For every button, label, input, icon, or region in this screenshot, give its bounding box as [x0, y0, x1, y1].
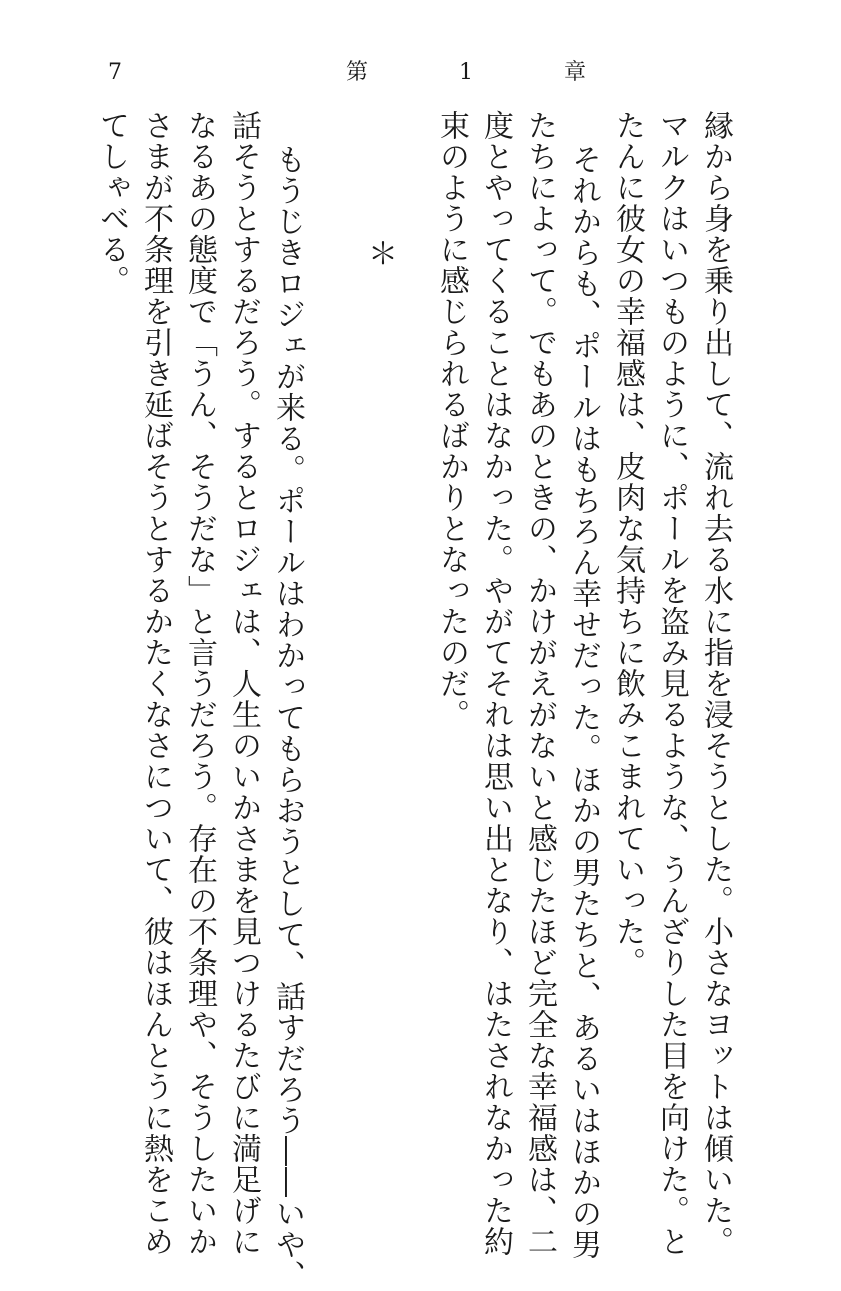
text-column: てしゃべる。	[94, 110, 129, 296]
scene-break-asterisk: ＊	[368, 237, 398, 272]
text-column: マルクはいつものように、ポールを盗み見るような、うんざりした目を向けた。と	[654, 110, 689, 1257]
text-column: なるあの態度で「うん、そうだな」と言うだろう。存在の不条理や、そうしたいか	[182, 110, 217, 1257]
text-column: 縁から身を乗り出して、流れ去る水に指を浸そうとした。小さなヨットは傾いた。	[698, 110, 733, 1257]
text-column: さまが不条理を引き延ばそうとするかたくなさについて、彼はほんとうに熱をこめ	[138, 110, 173, 1257]
text-column: それからも、ポールはもちろん幸せだった。ほかの男たちと、あるいはほかの男	[566, 144, 601, 1260]
text-column: もうじきロジェが来る。ポールはわかってもらおうとして、話すだろう――いや、	[270, 144, 305, 1291]
chapter-heading: 第 1 章	[346, 60, 628, 85]
text-column: たんに彼女の幸福感は、皮肉な気持ちに飲みこまれていった。	[610, 110, 645, 978]
text-column: 話そうとするだろう。するとロジェは、人生のいかさまを見つけるたびに満足げに	[226, 110, 261, 1257]
text-column: 束のように感じられるばかりとなったのだ。	[434, 110, 469, 730]
text-column: 度とやってくることはなかった。やがてそれは思い出となり、はたされなかった約	[478, 110, 513, 1257]
page-number: 7	[108, 60, 122, 85]
text-column: たちによって。でもあのときの、かけがえがないと感じたほど完全な幸福感は、二	[522, 110, 557, 1257]
